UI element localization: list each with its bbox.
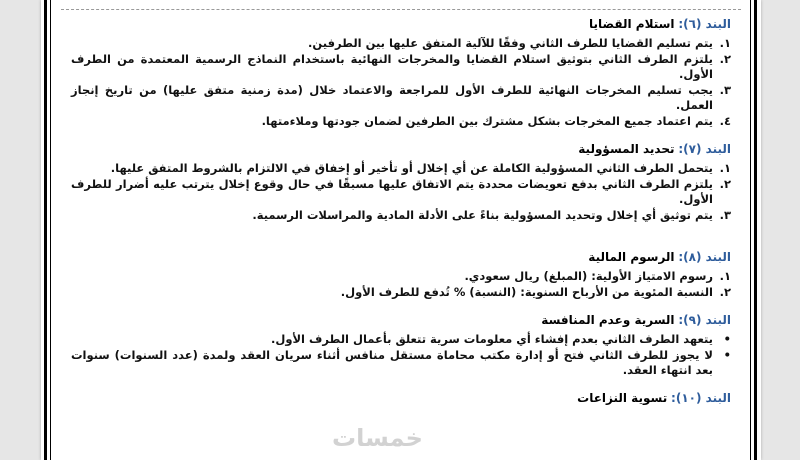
item-text: لا يجوز للطرف الثاني فتح أو إدارة مكتب محاماة مستقل منافس أثناء سريان العقد ولمدة (عدد السنوات) سنوات بعد انتهاء العقد. (71, 348, 713, 377)
section-heading (71, 312, 731, 329)
section-7 (71, 141, 731, 223)
document-body[interactable] (71, 16, 731, 419)
section-title: تحديد المسؤولية (578, 142, 675, 156)
section-number: البند (٨): (678, 250, 731, 264)
section-6 (71, 16, 731, 129)
list-item (71, 161, 731, 176)
item-number: ٣. (719, 208, 731, 222)
page-border-left (44, 0, 51, 460)
section-title: تسوية النزاعات (577, 391, 668, 405)
bullet-icon: • (723, 332, 731, 346)
section-8 (71, 249, 731, 300)
bullet-icon: • (723, 348, 731, 362)
item-number: ١. (719, 161, 731, 175)
item-number: ٣. (719, 83, 731, 97)
list-item (71, 52, 731, 82)
item-text: يتم توثيق أي إخلال وتحديد المسؤولية بناءً على الأدلة المادية والمراسلات الرسمية. (252, 208, 713, 222)
section-heading (71, 141, 731, 158)
item-number: ٢. (719, 177, 731, 191)
page-border-right (750, 0, 757, 460)
section-number: البند (٦): (678, 17, 731, 31)
item-number: ١. (719, 269, 731, 283)
section-10 (71, 390, 731, 407)
list-item (71, 269, 731, 284)
item-text: يلتزم الطرف الثاني بدفع تعويضات محددة يتم الاتفاق عليها مسبقًا في حال وقوع إخلال يترتب عليه أضرار للطرف الأول. (71, 177, 713, 206)
item-text: النسبة المئوية من الأرباح السنوية: (النسبة) % تُدفع للطرف الأول. (340, 285, 713, 299)
header-dashed-line (61, 9, 741, 10)
item-text: رسوم الامتياز الأولية: (المبلغ) ريال سعودي. (464, 269, 713, 283)
list-item (71, 114, 731, 129)
section-number: البند (٩): (678, 313, 731, 327)
watermark-logo: خمسات (332, 424, 423, 452)
list-item (71, 348, 731, 378)
section-number: البند (١٠): (671, 391, 731, 405)
list-item (71, 36, 731, 51)
section-heading (71, 249, 731, 266)
document-page (41, 0, 761, 460)
section-title: الرسوم المالية (588, 250, 675, 264)
list-item (71, 285, 731, 300)
item-text: يتم اعتماد جميع المخرجات بشكل مشترك بين الطرفين لضمان جودتها وملاءمتها. (261, 114, 713, 128)
section-heading (71, 390, 731, 407)
list-item (71, 332, 731, 347)
item-text: يتعهد الطرف الثاني بعدم إفشاء أي معلومات سرية تتعلق بأعمال الطرف الأول. (270, 332, 713, 346)
item-text: يجب تسليم المخرجات النهائية للطرف الأول للمراجعة والاعتماد خلال (مدة زمنية متفق عليها) من تاريخ إنجاز العمل. (71, 83, 713, 112)
item-number: ٤. (719, 114, 731, 128)
item-text: يتحمل الطرف الثاني المسؤولية الكاملة عن أي إخلال أو تأخير أو إخفاق في الالتزام بالشروط المتفق عليها. (110, 161, 713, 175)
item-number: ١. (719, 36, 731, 50)
item-text: يتم تسليم القضايا للطرف الثاني وفقًا للآلية المتفق عليها بين الطرفين. (308, 36, 713, 50)
section-9 (71, 312, 731, 378)
section-title: استلام القضايا (589, 17, 675, 31)
section-number: البند (٧): (678, 142, 731, 156)
list-item (71, 83, 731, 113)
list-item (71, 177, 731, 207)
section-heading (71, 16, 731, 33)
item-number: ٢. (719, 285, 731, 299)
section-title: السرية وعدم المنافسة (541, 313, 675, 327)
list-item (71, 208, 731, 223)
item-text: يلتزم الطرف الثاني بتوثيق استلام القضايا والمخرجات النهائية باستخدام النماذج الرسمية المعتمدة من الطرف الأول. (71, 52, 713, 81)
item-number: ٢. (719, 52, 731, 66)
